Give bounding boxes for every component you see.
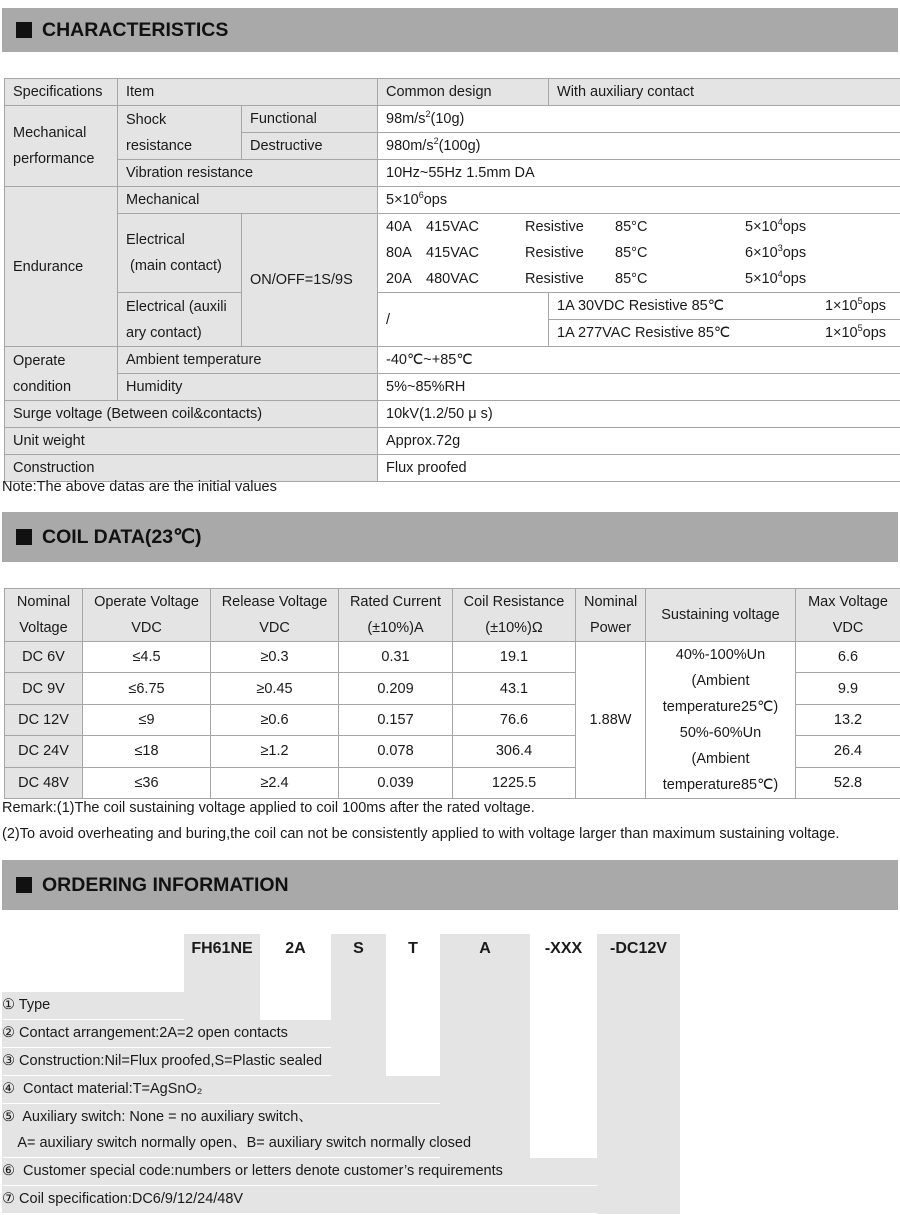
coil-cell: 0.078 [339,736,453,767]
label-functional: Functional [242,106,378,133]
coil-cell: DC 6V [5,642,83,673]
remark-1: Remark:(1)The coil sustaining voltage applied to coil 100ms after the rated voltage. [2,800,535,816]
section-title: ORDERING INFORMATION [42,873,289,896]
ordering-line-8: ⑦ Coil specification:DC6/9/12/24/48V [2,1191,244,1207]
code-segment-bar [530,934,597,1186]
ordering-line-5: ⑤ Auxiliary switch: None = no auxiliary switch、 [2,1109,313,1125]
elec-rows-current: 40A [386,219,412,235]
ordering-line-6: A= auxiliary switch normally open、B= auxiliary switch normally closed [2,1135,472,1151]
header-item: Item [118,79,378,106]
coil-max-voltage-cell: 26.4 [796,736,900,767]
coil-max-voltage-cell: 9.9 [796,673,900,704]
value-functional: $98m/s^2(10g)$ [378,106,900,133]
ordering-line-3: ③ Construction:Nil=Flux proofed,S=Plastic sealed [2,1053,323,1069]
ordering-line-1: ① Type [2,997,51,1013]
elec-rows-current: 80A [386,245,412,261]
label-endurance: Endurance [5,187,118,347]
electrical-life-row [386,214,892,240]
coil-cell: ≥1.2 [211,736,339,767]
characteristics-table [4,78,900,482]
elec-rows-temp: 85°C [615,271,648,287]
value-unit-weight: Approx.72g [378,428,900,455]
elec-rows-temp: 85°C [615,219,648,235]
sustaining-voltage-cell: 40%-100%Un (Ambient temperature25℃) 50%-60%Un (Ambient temperature85℃) [646,642,796,799]
header-specifications: Specifications [5,79,118,106]
section-header-characteristics [2,8,898,52]
value-mechanical: $5\times 10^6ops$ [378,187,900,214]
label-onoff: ON/OFF=1S/9S [242,214,378,347]
coil-cell: ≥0.6 [211,704,339,735]
coil-cell: 0.31 [339,642,453,673]
coil-header-cell: Operate Voltage VDC [83,589,211,642]
elec-rows-voltage: 415VAC [426,219,479,235]
nominal-power-cell: 1.88W [576,642,646,799]
label-construction: Construction [5,455,378,482]
coil-data-table [4,588,900,799]
coil-cell: 0.039 [339,767,453,798]
square-bullet-icon [16,529,32,545]
coil-header-cell: Release Voltage VDC [211,589,339,642]
label-ambient-temperature: Ambient temperature [118,347,378,374]
order-code-5: A [479,940,491,957]
coil-cell: 0.157 [339,704,453,735]
coil-cell: ≤6.75 [83,673,211,704]
coil-header-cell: Max Voltage VDC [796,589,900,642]
coil-cell: 0.209 [339,673,453,704]
value-aux-row-1: 1A 30VDC Resistive 85℃ $1\times 10^5ops$ [549,293,900,320]
order-code-2: 2A [285,940,306,957]
code-segment-bar [597,934,680,1214]
coil-max-voltage-cell: 13.2 [796,704,900,735]
elec-rows-load: Resistive [525,219,584,235]
elec-rows-voltage: 415VAC [426,245,479,261]
coil-header-cell: Rated Current (±10%)A [339,589,453,642]
remark-2: (2)To avoid overheating and buring,the coil can not be consistently applied to with voltage larger than maximum sustaining voltage. [2,826,840,842]
value-aux-row-2: 1A 277VAC Resistive 85℃ $1\times 10^5ops$ [549,320,900,347]
label-electrical-main: Electrical (main contact) [118,214,242,293]
label-humidity: Humidity [118,374,378,401]
elec-rows-temp: 85°C [615,245,648,261]
coil-cell: 306.4 [453,736,576,767]
coil-cell: DC 12V [5,704,83,735]
value-humidity: 5%~85%RH [378,374,900,401]
coil-cell: ≥2.4 [211,767,339,798]
elec-rows-life: $5\times 10^4ops$ [745,269,807,287]
coil-header-cell: Nominal Voltage [5,589,83,642]
electrical-life-row [386,240,892,266]
coil-cell: ≥0.45 [211,673,339,704]
elec-rows-life: $6\times 10^3ops$ [745,243,807,261]
section-title: COIL DATA(23℃) [42,526,202,548]
label-surge-voltage: Surge voltage (Between coil&contacts) [5,401,378,428]
square-bullet-icon [16,877,32,893]
coil-max-voltage-cell: 52.8 [796,767,900,798]
coil-header-cell: Nominal Power [576,589,646,642]
coil-max-voltage-cell: 6.6 [796,642,900,673]
coil-cell: ≤36 [83,767,211,798]
coil-header-cell: Sustaining voltage [646,589,796,642]
section-title: CHARACTERISTICS [42,18,229,41]
order-code-4: T [408,940,418,957]
section-header-coil-data [2,512,898,562]
label-mechanical: Mechanical [118,187,378,214]
label-destructive: Destructive [242,133,378,160]
order-code-1: FH61NE [191,940,253,957]
coil-cell: 43.1 [453,673,576,704]
label-electrical-aux: Electrical (auxili ary contact) [118,293,242,347]
label-vibration: Vibration resistance [118,160,378,187]
coil-cell: 76.6 [453,704,576,735]
elec-rows-load: Resistive [525,271,584,287]
coil-cell: 19.1 [453,642,576,673]
elec-rows-voltage: 480VAC [426,271,479,287]
coil-header-cell: Coil Resistance (±10%)Ω [453,589,576,642]
order-code-6: -XXX [544,940,583,957]
order-code-7: -DC12V [610,940,667,957]
value-construction: Flux proofed [378,455,900,482]
coil-cell: DC 24V [5,736,83,767]
value-surge-voltage: 10kV(1.2/50 μ s) [378,401,900,428]
value-electrical-main [378,214,900,293]
elec-rows-current: 20A [386,271,412,287]
ordering-line-2: ② Contact arrangement:2A=2 open contacts [2,1025,288,1041]
label-mechanical-performance: Mechanical performance [5,106,118,187]
section-header-ordering [2,860,898,910]
ordering-line-4: ④ Contact material:T=AgSnO₂ [2,1081,203,1097]
table-row [5,642,900,673]
header-aux-contact: With auxiliary contact [549,79,900,106]
coil-cell: DC 9V [5,673,83,704]
value-destructive: $980m/s^2(100g)$ [378,133,900,160]
order-code-3: S [353,940,364,957]
coil-cell: ≤18 [83,736,211,767]
coil-cell: DC 48V [5,767,83,798]
coil-cell: ≤9 [83,704,211,735]
elec-rows-load: Resistive [525,245,584,261]
coil-cell: 1225.5 [453,767,576,798]
note-initial-values: Note:The above datas are the initial values [2,479,277,495]
value-ambient-temperature: -40℃~+85℃ [378,347,900,374]
coil-cell: ≥0.3 [211,642,339,673]
electrical-life-row [386,266,892,292]
elec-rows-life: $5\times 10^4ops$ [745,217,807,235]
value-vibration: 10Hz~55Hz 1.5mm DA [378,160,900,187]
value-aux-common: / [378,293,549,347]
label-operate-condition: Operate condition [5,347,118,401]
coil-cell: ≤4.5 [83,642,211,673]
ordering-line-7: ⑥ Customer special code:numbers or letters denote customer’s requirements [2,1163,503,1179]
square-bullet-icon [16,22,32,38]
label-unit-weight: Unit weight [5,428,378,455]
label-shock-resistance: Shock resistance [118,106,242,160]
header-common-design: Common design [378,79,549,106]
